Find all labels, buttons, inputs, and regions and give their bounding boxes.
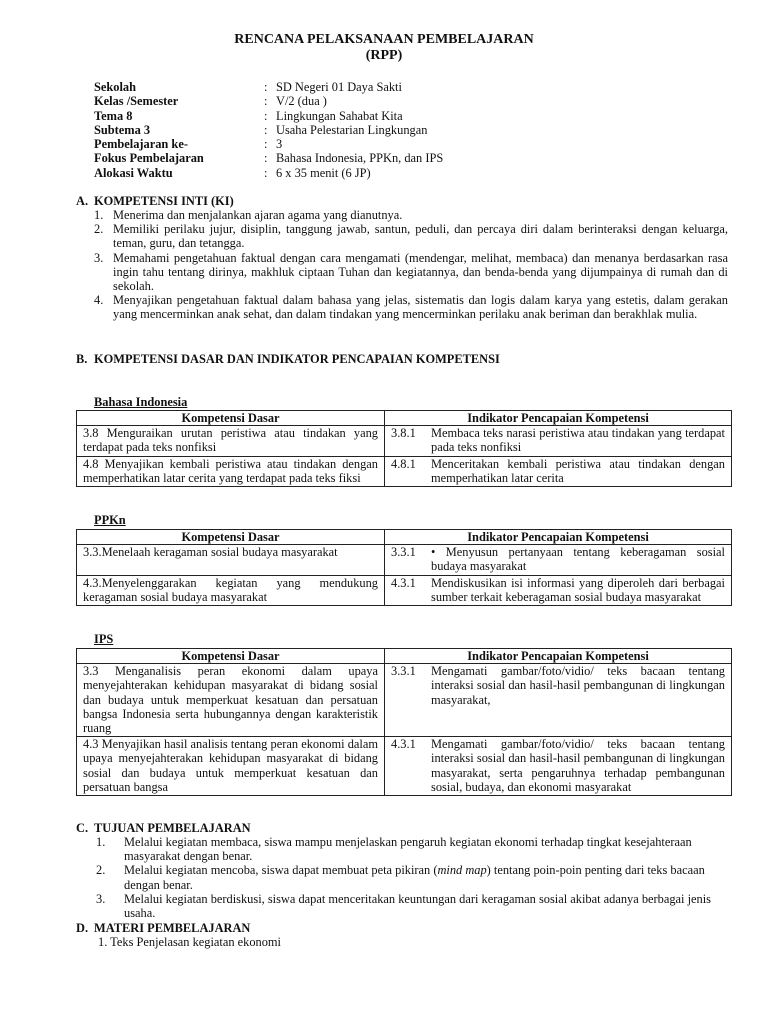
item-text: Memiliki perilaku jujur, disiplin, tanggung jawab, santun, peduli, dan percaya diri dalam berinteraksi dengan keluarga, teman, guru, dan tetangga. <box>113 222 728 251</box>
table-row <box>77 575 732 605</box>
identity-value: 6 x 35 menit (6 JP) <box>276 165 371 180</box>
item-text: Melalui kegiatan mencoba, siswa dapat membuat peta pikiran ( <box>124 863 438 878</box>
identity-colon: : <box>264 122 268 137</box>
ipk-text: Mengamati gambar/foto/vidio/ teks bacaan tentang interaksi sosial dan hasil-hasil pembangunan di lingkungan masyarakat, <box>431 664 725 707</box>
list-item <box>94 208 728 222</box>
identity-label: Tema 8 <box>94 108 133 123</box>
section-letter: A. <box>76 194 89 208</box>
identity-value: Lingkungan Sahabat Kita <box>276 108 403 123</box>
identity-colon: : <box>264 108 268 123</box>
kd-cell: 4.3.Menyelenggarakan kegiatan yang mendukung keragaman sosial budaya masyarakat <box>77 575 385 605</box>
ipk-text: Menceritakan kembali peristiwa atau tindakan dengan memperhatikan latar cerita <box>431 456 725 485</box>
ipk-cell <box>385 545 732 575</box>
item-text-tail: ) tentang poin-poin penting dari teks bacaan dengan benar. <box>124 863 705 892</box>
document-title: RENCANA PELAKSANAAN PEMBELAJARAN <box>234 32 534 47</box>
table-row <box>77 664 732 737</box>
subject-heading-bahasa-indonesia: Bahasa Indonesia <box>94 395 188 409</box>
table-row <box>77 426 732 456</box>
ipk-cell <box>385 737 732 796</box>
ipk-code: 3.3.1 <box>391 664 416 679</box>
section-letter: B. <box>76 352 88 366</box>
item-number: 3. <box>96 891 106 906</box>
item-text: Melalui kegiatan berdiskusi, siswa dapat menceritakan keuntungan dari keragaman sosial akibat adanya berbagai jenis usaha. <box>124 891 711 921</box>
ipk-code: 4.8.1 <box>391 456 416 471</box>
list-item <box>94 251 728 294</box>
kd-cell: 3.8 Menguraikan urutan peristiwa atau tindakan yang terdapat pada teks nonfiksi <box>77 426 385 456</box>
identity-row <box>94 94 443 108</box>
table-header-row <box>77 649 732 664</box>
identity-value: 3 <box>276 137 283 152</box>
section-b-heading <box>76 352 500 366</box>
identity-label: Subtema 3 <box>94 122 151 137</box>
identity-label: Fokus Pembelajaran <box>94 151 204 166</box>
item-text: Memahami pengetahuan faktual dengan cara mengamati (mendengar, melihat, membaca) dan menanya berdasarkan rasa ingin tahu tentang dirinya, makhluk ciptaan Tuhan dan kegiatannya, dan benda-benda yang dijumpainya di rumah dan di sekolah. <box>113 250 728 294</box>
item-emphasis: mind map <box>437 863 487 878</box>
identity-value: V/2 (dua ) <box>276 94 327 109</box>
ki-list <box>94 208 728 322</box>
list-item <box>96 835 728 863</box>
identity-colon: : <box>264 94 268 109</box>
ipk-code: 3.8.1 <box>391 426 416 441</box>
identity-row <box>94 109 443 123</box>
ipk-cell <box>385 664 732 737</box>
kd-cell: 3.3 Menganalisis peran ekonomi dalam upaya menyejahterakan kehidupan masyarakat di bidang sosial dan budaya untuk memperkuat kesatuan dan persatuan bangsa Indonesia serta hubungannya dengan karakteristik ruang <box>77 664 385 737</box>
section-title: KOMPETENSI DASAR DAN INDIKATOR PENCAPAIAN KOMPETENSI <box>94 352 500 366</box>
column-header-kd: Kompetensi Dasar <box>77 530 385 545</box>
identity-label: Pembelajaran ke- <box>94 137 188 152</box>
ipk-text: • Menyusun pertanyaan tentang keberagaman sosial budaya masyarakat <box>431 545 725 574</box>
section-letter: D. <box>76 921 89 935</box>
section-title: MATERI PEMBELAJARAN <box>94 921 251 935</box>
ipk-text: Mendiskusikan isi informasi yang diperoleh dari berbagai sumber terkait keberagaman sosial budaya masyarakat <box>431 575 725 604</box>
item-number: 1. <box>96 835 106 849</box>
column-header-kd: Kompetensi Dasar <box>77 649 385 664</box>
item-text: Menerima dan menjalankan ajaran agama yang dianutnya. <box>113 208 403 222</box>
subject-heading-ips: IPS <box>94 632 114 646</box>
ipk-cell <box>385 456 732 486</box>
identity-label: Sekolah <box>94 80 137 94</box>
item-number: 1. <box>94 208 104 222</box>
identity-colon: : <box>264 151 268 166</box>
item-number: 4. <box>94 293 104 308</box>
kd-table-bahasa-indonesia <box>76 410 732 487</box>
list-item <box>94 222 728 250</box>
item-number: 2. <box>96 863 106 878</box>
item-number: 3. <box>94 250 104 265</box>
column-header-ipk: Indikator Pencapaian Kompetensi <box>385 411 732 426</box>
tujuan-list <box>96 835 728 920</box>
identity-value: Usaha Pelestarian Lingkungan <box>276 122 428 137</box>
materi-item: 1. Teks Penjelasan kegiatan ekonomi <box>98 935 281 949</box>
document-subtitle: (RPP) <box>365 48 403 63</box>
kd-table-ppkn <box>76 529 732 606</box>
identity-colon: : <box>264 165 268 180</box>
section-a-heading <box>76 194 234 208</box>
item-number: 2. <box>94 222 104 237</box>
ipk-code: 4.3.1 <box>391 575 416 590</box>
subject-heading-ppkn: PPKn <box>94 513 126 527</box>
identity-value: SD Negeri 01 Daya Sakti <box>276 80 402 94</box>
kd-table-ips <box>76 648 732 796</box>
identity-block <box>94 80 443 180</box>
ipk-text: Membaca teks narasi peristiwa atau tindakan yang terdapat pada teks nonfiksi <box>431 426 725 455</box>
column-header-kd: Kompetensi Dasar <box>77 411 385 426</box>
identity-row <box>94 80 443 94</box>
kd-cell: 3.3.Menelaah keragaman sosial budaya masyarakat <box>77 545 385 575</box>
ipk-code: 4.3.1 <box>391 737 416 752</box>
ipk-cell <box>385 575 732 605</box>
list-item <box>96 892 728 920</box>
item-text: Menyajikan pengetahuan faktual dalam bahasa yang jelas, sistematis dan logis dalam karya yang estetis, dalam gerakan yang mencerminkan anak sehat, dan dalam tindakan yang mencerminkan perilaku anak beriman dan berakhlak mulia. <box>113 293 728 322</box>
ipk-text: Mengamati gambar/foto/vidio/ teks bacaan tentang interaksi sosial dan hasil-hasil pembangunan di lingkungan masyarakat, serta pengaruhnya terhadap pembangunan sosial, budaya, dan ekonomi masyarakat <box>431 737 725 794</box>
identity-label: Alokasi Waktu <box>94 165 173 180</box>
item-text: Melalui kegiatan membaca, siswa mampu menjelaskan pengaruh kegiatan ekonomi terhadap tingkat kesejahteraan masyarakat dengan benar. <box>124 835 692 864</box>
table-row <box>77 456 732 486</box>
table-header-row <box>77 530 732 545</box>
section-d-heading <box>76 921 250 935</box>
identity-label: Kelas /Semester <box>94 94 179 109</box>
section-title: KOMPETENSI INTI (KI) <box>94 194 234 208</box>
table-row <box>77 545 732 575</box>
list-item <box>96 863 728 891</box>
identity-colon: : <box>264 137 268 152</box>
column-header-ipk: Indikator Pencapaian Kompetensi <box>385 649 732 664</box>
section-c-heading <box>76 821 251 835</box>
table-header-row <box>77 411 732 426</box>
identity-colon: : <box>264 80 268 94</box>
kd-cell: 4.3 Menyajikan hasil analisis tentang peran ekonomi dalam upaya menyejahterakan kehidupan masyarakat di bidang sosial dan budaya untuk memperkuat kesatuan dan persatuan bangsa <box>77 737 385 796</box>
ipk-code: 3.3.1 <box>391 545 416 560</box>
identity-row <box>94 151 443 165</box>
kd-cell: 4.8 Menyajikan kembali peristiwa atau tindakan dengan memperhatikan latar cerita yang terdapat pada teks fiksi <box>77 456 385 486</box>
identity-row <box>94 137 443 151</box>
section-letter: C. <box>76 821 89 835</box>
column-header-ipk: Indikator Pencapaian Kompetensi <box>385 530 732 545</box>
identity-row <box>94 123 443 137</box>
list-item <box>94 293 728 321</box>
ipk-cell <box>385 426 732 456</box>
section-title: TUJUAN PEMBELAJARAN <box>94 821 251 835</box>
table-row <box>77 737 732 796</box>
identity-row <box>94 166 443 180</box>
identity-value: Bahasa Indonesia, PPKn, dan IPS <box>276 151 444 166</box>
